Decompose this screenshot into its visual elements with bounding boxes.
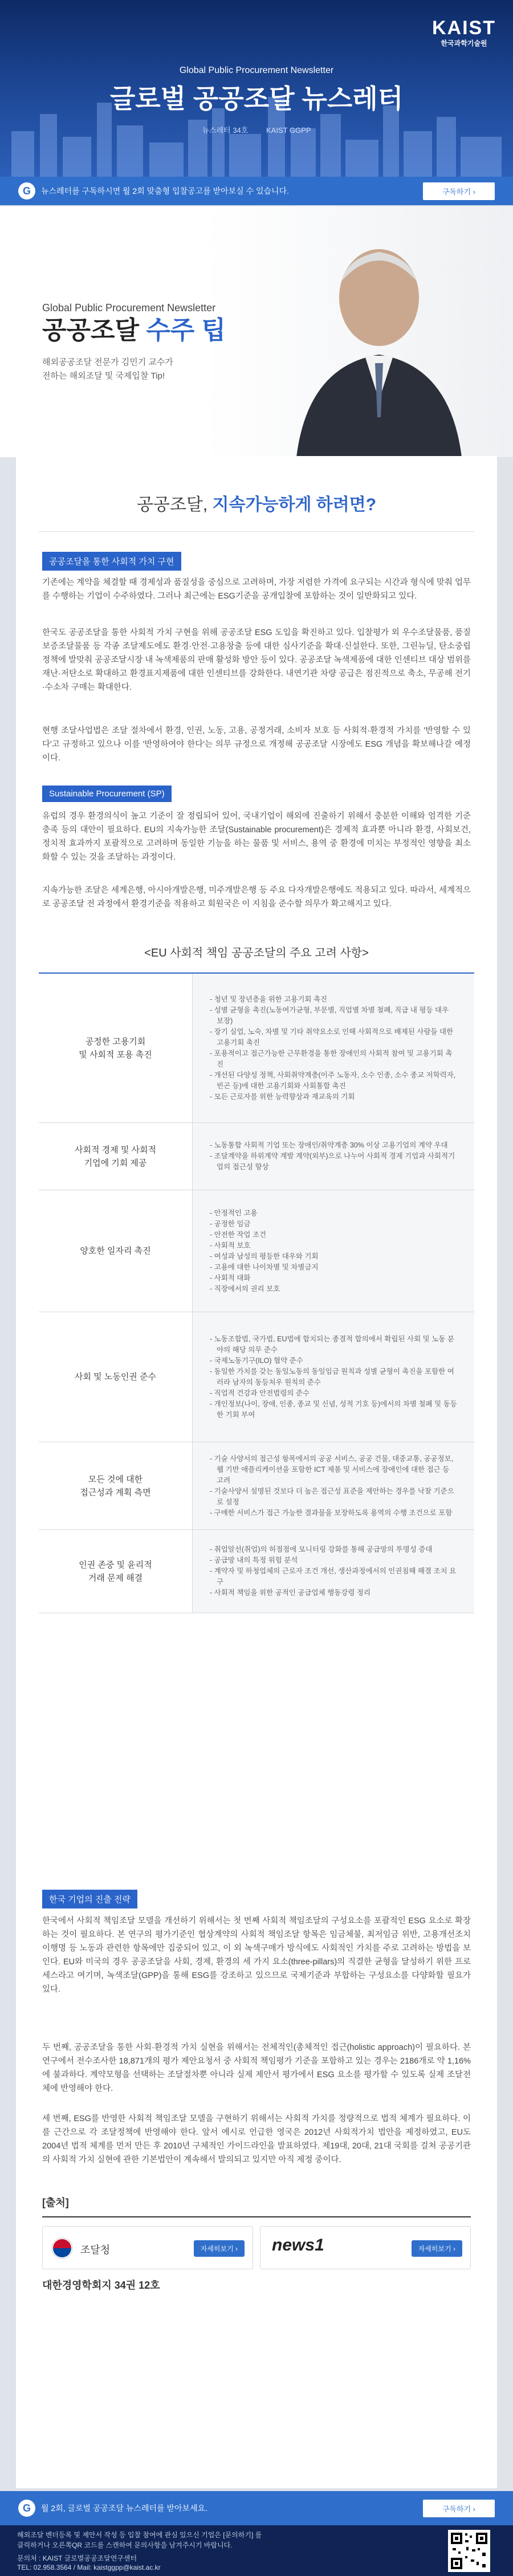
table-item: - 안정적인 고용 — [210, 1208, 258, 1217]
footer-contact2: TEL: 02.958.3564 / Mail: kaistggpp@kaist.ac.kr — [17, 2563, 161, 2571]
paragraph-7: 두 번째, 공공조달을 통한 사회·환경적 가치 실현을 위해서는 전체적인(총체적인 접근(holistic approach)이 필요하다. 본 연구에서 전수조사한 18,871개의 평가 제안요청서 중 사회적 책임평가 기준을 포함하고 있는 경우는 2186개로 약 1,16%에 불과하다. 계약모형을 선택하는 조달절차뿐 아니라 실제 제안서 평가에서 ESG 요소를 평가할 수 있도록 실제 조달전체에 반영해야 한다. — [42, 2043, 471, 2093]
table-row — [39, 1442, 474, 1530]
tip-title — [42, 318, 226, 343]
subscribe-button[interactable]: 구독하기 › — [423, 182, 495, 200]
bottom-subscribe-button[interactable]: 구독하기 › — [423, 2500, 495, 2517]
table-item: - 개인정보(나이, 장애, 인종, 종교 및 신념, 성적 기호 등)에서의 차별 철폐 및 동등한 기회 부여 — [210, 1399, 457, 1419]
section-tag-strategy: 한국 기업의 진출 전략 — [42, 1890, 137, 1908]
table-item: - 직장에서의 권리 보호 — [210, 1284, 280, 1293]
section-tag-social-value: 공공조달을 통한 사회적 가치 구현 — [42, 552, 181, 571]
subscribe-text: 뉴스레터를 구독하시면 월 2회 맞춤형 입찰공고를 받아보실 수 있습니다. — [41, 186, 289, 196]
tip-banner — [0, 206, 513, 457]
footer-line2: 클릭하거나 오른쪽QR 코드를 스캔하여 문의사항을 남겨주시기 바랍니다. — [17, 2541, 233, 2549]
table-row-items — [193, 1530, 474, 1613]
source2-name: news1 — [272, 2236, 324, 2254]
subscribe-bar — [0, 177, 513, 205]
footer-line1: 해외조달 벤더등록 및 제안서 작성 등 입찰 참여에 관심 있으신 기업은 [문의하기] 를 — [17, 2531, 262, 2539]
table-row — [39, 1312, 474, 1442]
table-row-label: 양호한 일자리 촉진 — [39, 1190, 193, 1312]
table-item: - 조달계약을 하위계약 계발 계약(외부)으로 나누어 사회적 경제 기업과 사회적기업의 접근성 향상 — [210, 1152, 455, 1171]
question-b: 지속가능하게 하려면? — [212, 495, 377, 514]
newsletter-meta — [0, 127, 513, 134]
table-item: - 동일한 가치를 갖는 동일노동의 동일임금 원칙과 성별 균형이 촉진을 포함한 여러라 남자의 동등처우 원칙의 준수 — [210, 1367, 454, 1386]
kaist-logo-sub: 한국과학기술원 — [441, 39, 487, 47]
source1-more-button[interactable]: 자세히보기 › — [194, 2240, 245, 2257]
newsletter-eyebrow: Global Public Procurement Newsletter — [179, 66, 334, 75]
org-name: KAIST GGPP — [266, 126, 311, 135]
paragraph-3: 현행 조달사업법은 조달 절차에서 환경, 인권, 노동, 고용, 공정거래, 소비자 보호 등 사회적·환경적 가치를 '반영할 수 있다'고 규정하고 있으나 이를 '반영하여야 한다'는 의무 규정으로 개정해 공공조달 시장에도 ESG 개념을 확보해나갈 예정이다. — [42, 726, 471, 763]
table-row — [39, 1530, 474, 1613]
table-item: - 사회적 보호 — [210, 1241, 251, 1250]
kaist-logo[interactable] — [432, 18, 496, 47]
source2-more-button[interactable]: 자세히보기 › — [412, 2240, 462, 2257]
source3-text: 대한경영학회지 34권 12호 — [42, 2280, 160, 2291]
eu-considerations-table — [39, 972, 474, 1613]
tip-desc-line1: 해외공공조달 전문가 김민기 교수가 — [42, 357, 173, 367]
table-item: - 사회적 책임을 위한 공적인 공급업체 행동강령 정리 — [210, 1589, 371, 1597]
section-tag-sp: Sustainable Procurement (SP) — [42, 786, 172, 802]
bottom-subscribe-bar — [0, 2491, 513, 2525]
table-item: - 포용적이고 접근가능한 근무환경을 통한 장애인의 사회적 참여 및 고용기회 촉진 — [210, 1049, 453, 1068]
paragraph-6: 한국에서 사회적 책임조달 모델을 개선하기 위해서는 첫 번째 사회적 책임조달의 구성요소를 포괄적인 ESG 요소로 확장하는 것이 필요하다. 본 연구의 평가기준인 협상계약의 사회적 책임조달 항목은 임금체불, 최저임금 위반, 고용개선조치 이행명 등 노동과 관련한 항목에만 집중되어 있고, 이 외 녹색구매가 방식에도 사회적인 가치를 주로 고려하는 방법을 보인다. EU와 미국의 경우 공공조달을 사회, 경제, 환경의 세 가지 요소(three-pillars)의 직결한 균형을 달성하기 위한 프로세스라고 여기며, 녹색조달(GPP)을 통해 ESG를 강조하고 있으므로 국제기준과 부합하는 구성요소를 다양화할 필요가 있다. — [42, 1916, 471, 1994]
table-item: - 개선된 다양성 정책, 사회취약계층(이주 노동자, 소수 인종, 소수 종교 저학력자, 빈곤 등)에 대한 고용기회와 사회통합 촉진 — [210, 1071, 456, 1090]
tip-title-b: 수주 팁 — [146, 316, 226, 344]
paragraph-1: 기존에는 계약을 체결할 때 경제성과 품질성을 중심으로 고려하며, 가장 저렴한 가격에 요구되는 시간과 형식에 맞춰 업무를 수행하는 기업이 수주하였다. 그러나 최근에는 ESG기준을 공개입찰에 포함하는 것이 일반화되고 있다. — [42, 578, 471, 601]
table-row-label: 사회 및 노동인권 준수 — [39, 1312, 193, 1442]
table-item: - 취업알선(취업)의 허점점에 모니터링 강화를 통해 공급망의 투명성 증대 — [210, 1545, 433, 1553]
table-row-items — [193, 1190, 474, 1312]
professor-photo — [285, 229, 473, 457]
table-item: - 장기 실업, 노숙, 차별 및 기타 취약요소로 인해 사회적으로 배제된 사람들 대한 고용기회 촉진 — [210, 1027, 454, 1047]
table-item: - 공급망 내의 특정 위험 분석 — [210, 1556, 298, 1564]
footer-contact1: 문의처 : KAIST 글로벌공공조달연구센터 — [17, 2554, 137, 2562]
source-card-news1 — [260, 2226, 471, 2269]
article-card — [16, 456, 497, 2488]
table-item: - 성별 균형을 촉진(노동여가균형, 부문별, 직업별 차별 철폐, 직급 내 평등 대우 보장) — [210, 1006, 449, 1025]
table-row — [39, 974, 474, 1123]
tip-eyebrow: Global Public Procurement Newsletter — [42, 302, 216, 314]
source-divider — [42, 2216, 471, 2217]
source-label: [출처] — [42, 2197, 69, 2208]
table-item: - 구매한 서비스가 접근 가능한 결과물을 보장하도록 용역의 수행 조건으로 포함 — [210, 1508, 453, 1517]
table-item: - 안전한 작업 조건 — [210, 1230, 267, 1239]
table-item: - 청년 및 장년층을 위한 고용기회 촉진 — [210, 995, 328, 1003]
newsletter-logo-icon: G — [18, 182, 35, 200]
table-row-items — [193, 1312, 474, 1442]
paragraph-5: 지속가능한 조달은 세계은행, 아시아개발은행, 미주개발은행 등 주요 다자개발은행에도 적용되고 있다. 따라서, 세계적으로 공공조달 전 과정에서 환경기준을 적용하고 회원국은 이 지침을 준수할 의무가 확고해지고 있다. — [42, 886, 471, 909]
table-item: - 모든 근로자를 위한 능력향상과 재교육의 기회 — [210, 1092, 355, 1101]
newsletter-title: 글로벌 공공조달 뉴스레터 — [109, 84, 404, 113]
table-row-items — [193, 974, 474, 1122]
table-row-label: 공정한 고용기회 및 사회적 포용 촉진 — [39, 974, 193, 1122]
table-item: - 공정한 임금 — [210, 1219, 251, 1228]
table-row-items — [193, 1123, 474, 1190]
table-item: - 계약자 및 하청업체의 근로자 조건 개선, 생산과정에서의 인권침해 해결 조치 요구 — [210, 1567, 457, 1586]
table-item: - 직업적 건강과 안전법령의 준수 — [210, 1389, 310, 1397]
table-row-label: 모든 것에 대한 접근성과 계획 측면 — [39, 1442, 193, 1529]
table-item: - 국제노동기구(ILO) 협약 준수 — [210, 1356, 303, 1365]
table-item: - 고용에 대한 나이차별 및 차별금지 — [210, 1263, 319, 1271]
footer-contact — [17, 2554, 161, 2572]
issue-number: 뉴스레터 34호 — [202, 126, 249, 135]
source1-name: 조달청 — [80, 2244, 111, 2256]
pps-logo-icon — [51, 2237, 74, 2260]
table-row — [39, 1123, 474, 1190]
paragraph-2: 한국도 공공조달을 통한 사회적 가치 구현을 위해 공공조달 ESG 도입을 확진하고 있다. 입찰평가 외 우수조달물품, 품질보증조달물품 등 각종 조달제도에도 환경·안전·고용창출 등에 대한 심사기준을 확대·신설한다. 또한, 그린뉴딜, 탄소중립 정책에 발맞춰 공공조달시장 내 녹색제품의 판매 활성화 방안 등이 있다. 공공조달 녹색제품에 대한 인센티브 대상 범위를 재난·저탄소로 확대하고 환경표지제품에 대한 인센티브를 강화한다. 내연기관 차량 공급은 점진적으로 축소, 무공해 전기·수소차 구매는 확대한다. — [42, 628, 471, 692]
newsletter-logo-icon-2: G — [18, 2500, 35, 2517]
bottom-subscribe-text: 월 2회, 글로벌 공공조달 뉴스레터를 받아보세요. — [41, 2504, 207, 2513]
article-question — [16, 490, 497, 515]
table-row-label: 인권 존중 및 윤리적 거래 문제 해결 — [39, 1530, 193, 1613]
qr-code-icon[interactable] — [448, 2530, 490, 2572]
table-row-label: 사회적 경제 및 사회적 기업에 기회 제공 — [39, 1123, 193, 1190]
hero-banner — [0, 0, 513, 177]
table-row-items — [193, 1442, 474, 1529]
footer — [0, 2525, 513, 2576]
table-item: - 노동통합 사회적 기업 또는 장애인/취약계층 30% 이상 고용기업의 계약 우대 — [210, 1141, 448, 1149]
paragraph-8: 세 번째, ESG를 반영한 사회적 책임조달 모델을 구현하기 위해서는 사회적 가치를 정량적으로 법적 체계가 필요하다. 이를 근간으로 각 조달정책에 반영해야 한다. 앞서 예시로 언급한 영국은 2012년 사회적가치 법안을 제정하였고, EU도 2004년 법적 체계를 먼저 만든 후 2010년 구체적인 가이드라인을 발표하였다. 제19대, 20대, 21대 국회를 걸쳐 공공기관의 사회적 가치 실현에 관한 기본법안이 계속해서 발의되고 있지만 아직 제정 중이다. — [42, 2114, 471, 2164]
paragraph-4: 유럽의 경우 환경의식이 높고 기준이 잘 정립되어 있어, 국내기업이 해외에 진출하기 위해서 충분한 이해와 엄격한 기준 충족 등의 대안이 필요하다. EU의 지속가능한 조달(Sustainable procurement)은 경제적 효과뿐 아니라 환경, 사회보건, 정치적 효과까지 포괄적으로 고려하며 동일한 기능을 하는 물품 및 서비스, 용역 중 환경에 미치는 부정적인 영향을 최소화할 수 있는 것을 조달하는 과정이다. — [42, 812, 471, 862]
tip-title-a: 공공조달 — [42, 316, 146, 344]
table-row — [39, 1190, 474, 1312]
table-item: - 노동조합법, 국가법, EU법에 합치되는 종결적 합의에서 확립된 사회 및 노동 분야의 해당 의무 준수 — [210, 1334, 454, 1354]
source-card-pps — [42, 2226, 253, 2269]
table-item: - 사회적 대화 — [210, 1273, 251, 1282]
table-title: <EU 사회적 책임 공공조달의 주요 고려 사항> — [144, 947, 369, 959]
table-item: - 여성과 남성의 평등한 대우와 기회 — [210, 1252, 319, 1260]
divider — [39, 531, 474, 532]
footer-inquiry — [17, 2530, 262, 2550]
kaist-logo-text: KAIST — [432, 17, 496, 39]
table-item: - 기술사양서 설명된 것보다 더 높은 접근성 표준을 제안하는 경우를 낙찰 기준으로 설정 — [210, 1487, 454, 1506]
tip-desc-line2: 전하는 해외조달 및 국제입찰 Tip! — [42, 371, 165, 381]
table-item: - 기술 사양서의 접근성 항목에서의 공공 서비스, 공공 건물, 대중교통, 공공정보, 웹 기반 애플리케이션을 포함한 ICT 제품 및 서비스에 장애인에 대한 접근 등 고려 — [210, 1454, 454, 1484]
tip-description — [42, 356, 247, 383]
question-a: 공공조달, — [136, 495, 213, 514]
